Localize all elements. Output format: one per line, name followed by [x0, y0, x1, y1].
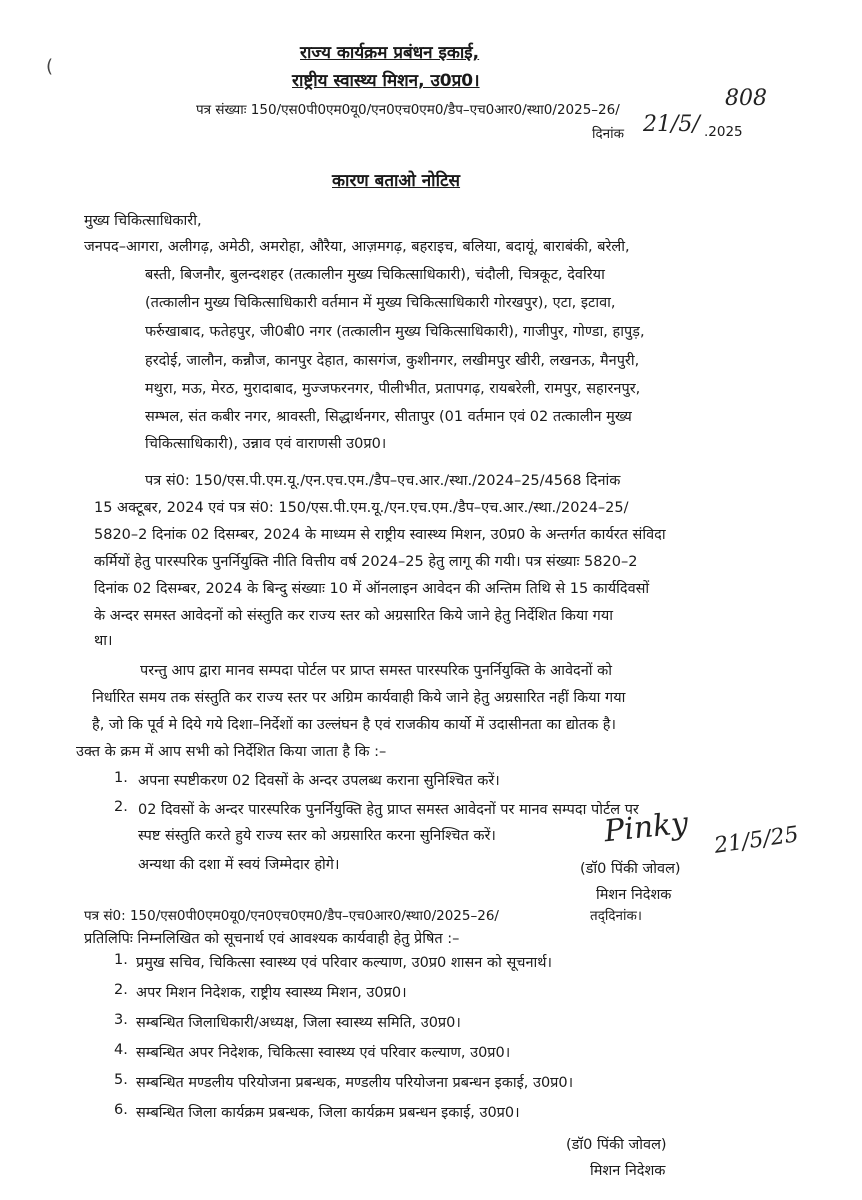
addressee-line: मुख्य चिकित्साधिकारी, [84, 213, 202, 229]
directive-text: 02 दिवसों के अन्दर पारस्परिक पुनर्नियुक्ति हेतु प्राप्त समस्त आवेदनों पर मानव सम्पदा पोर्टल पर [138, 802, 639, 818]
header-line-2: राष्ट्रीय स्वास्थ्य मिशन, उ0प्र0। [292, 71, 480, 91]
copy-list-item: अपर मिशन निदेशक, राष्ट्रीय स्वास्थ्य मिशन, उ0प्र0। [136, 985, 407, 1001]
copy-list-number: 4. [114, 1042, 128, 1058]
addressee-line: चिकित्साधिकारी), उन्नाव एवं वाराणसी उ0प्र0। [145, 436, 387, 452]
copy-list-item: सम्बन्धित अपर निदेशक, चिकित्सा स्वास्थ्य एवं परिवार कल्याण, उ0प्र0। [136, 1045, 511, 1061]
copy-list-item: प्रमुख सचिव, चिकित्सा स्वास्थ्य एवं परिवार कल्याण, उ0प्र0 शासन को सूचनार्थ। [136, 955, 553, 971]
addressee-line: हरदोई, जालौन, कन्नौज, कानपुर देहात, कासगंज, कुशीनगर, लखीमपुर खीरी, लखनऊ, मैनपुरी, [145, 353, 640, 369]
paragraph-1-line: 15 अक्टूबर, 2024 एवं पत्र सं0: 150/एस.पी.एम.यू./एन.एच.एम./डैप–एच.आर./स्था./2024–25/ [94, 500, 629, 516]
paragraph-2-line: है, जो कि पूर्व मे दिये गये दिशा–निर्देशों का उल्लंघन है एवं राजकीय कार्यो में उदासीनता का द्योतक है। [92, 717, 617, 733]
reference-number: पत्र संख्याः 150/एस0पी0एम0यू0/एन0एच0एम0/डैप–एच0आर0/स्था0/2025–26/ [196, 102, 620, 118]
paragraph-2-line: निर्धारित समय तक संस्तुति कर राज्य स्तर पर अग्रिम कार्यवाही किये जाने हेतु अग्रसारित नहीं किया गया [92, 690, 626, 706]
addressee-line: सम्भल, संत कबीर नगर, श्रावस्ती, सिद्धार्थनगर, सीतापुर (01 वर्तमान एवं 02 तत्कालीन मुख्य [145, 409, 632, 425]
paragraph-1-line: कर्मियों हेतु पारस्परिक पुनर्नियुक्ति नीति वित्तीय वर्ष 2024–25 हेतु लागू की गयी। पत्र संख्याः 5820–2 [94, 554, 638, 570]
paragraph-1-line: पत्र सं0: 150/एस.पी.एम.यू./एन.एच.एम./डैप–एच.आर./स्था./2024–25/4568 दिनांक [145, 473, 621, 489]
signature-date: 21/5/25 [712, 822, 801, 859]
copy-reference-number: पत्र सं0: 150/एस0पी0एम0यू0/एन0एच0एम0/डैप–एच0आर0/स्था0/2025–26/ [84, 908, 499, 924]
signatory-name: (डॉ0 पिंकी जोवल) [580, 861, 681, 877]
handwritten-date: 21/5/ [643, 112, 700, 137]
paragraph-1-line: के अन्दर समस्त आवेदनों को संस्तुति कर राज्य स्तर को अग्रसारित किये जाने हेतु निर्देशित किया गया [94, 608, 613, 624]
notice-title: कारण बताओ नोटिस [332, 171, 461, 191]
paragraph-1-line: था। [94, 633, 113, 649]
signature-scribble: Pinky [602, 805, 690, 850]
directive-number: 1. [114, 770, 128, 786]
copy-list-number: 3. [114, 1012, 128, 1028]
copy-list-number: 2. [114, 982, 128, 998]
directive-text: अपना स्पष्टीकरण 02 दिवसों के अन्दर उपलब्ध कराना सुनिश्चित करें। [138, 773, 500, 789]
copy-list-number: 6. [114, 1102, 128, 1118]
warning-text: अन्यथा की दशा में स्वयं जिम्मेदार होगे। [138, 857, 340, 873]
directive-text: स्पष्ट संस्तुति करते हुये राज्य स्तर को अग्रसारित करना सुनिश्चित करें। [138, 828, 496, 844]
paragraph-2-line: परन्तु आप द्वारा मानव सम्पदा पोर्टल पर प्राप्त समस्त पारस्परिक पुनर्नियुक्ति के आवेदनों को [140, 663, 613, 679]
date-prefix: दिनांक [592, 126, 625, 142]
paragraph-1-line: 5820–2 दिनांक 02 दिसम्बर, 2024 के माध्यम से राष्ट्रीय स्वास्थ्य मिशन, उ0प्र0 के अन्तर्गत कार्यरत संविदा [94, 527, 666, 543]
signatory-name-2: (डॉ0 पिंकी जोवल) [566, 1137, 667, 1153]
copy-list-item: सम्बन्धित मण्डलीय परियोजना प्रबन्धक, मण्डलीय परियोजना प्रबन्धन इकाई, उ0प्र0। [136, 1075, 574, 1091]
paragraph-1-line: दिनांक 02 दिसम्बर, 2024 के बिन्दु संख्याः 10 में ऑनलाइन आवेदन की अन्तिम तिथि से 15 कार्यदिवसों [94, 581, 650, 597]
header-line-1: राज्य कार्यक्रम प्रबंधन इकाई, [300, 43, 480, 63]
addressee-line: जनपद–आगरा, अलीगढ़, अमेठी, अमरोहा, औरैया, आज़मगढ़, बहराइच, बलिया, बदायूं, बाराबंकी, बरेली, [84, 239, 630, 255]
directive-intro: उक्त के क्रम में आप सभी को निर्देशित किया जाता है कि :– [76, 744, 387, 760]
copy-list-number: 5. [114, 1072, 128, 1088]
addressee-line: बस्ती, बिजनौर, बुलन्दशहर (तत्कालीन मुख्य चिकित्साधिकारी), चंदौली, चित्रकूट, देवरिया [145, 267, 605, 283]
handwritten-dispatch-number: 808 [725, 86, 767, 111]
signatory-designation: मिशन निदेशक [596, 887, 672, 903]
copy-list-number: 1. [114, 952, 128, 968]
date-year: .2025 [704, 124, 743, 140]
copy-list-item: सम्बन्धित जिलाधिकारी/अध्यक्ष, जिला स्वास्थ्य समिति, उ0प्र0। [136, 1015, 461, 1031]
addressee-line: मथुरा, मऊ, मेरठ, मुरादाबाद, मुज्जफरनगर, पीलीभीत, प्रतापगढ़, रायबरेली, रामपुर, सहारनपुर, [145, 381, 641, 397]
addressee-line: (तत्कालीन मुख्य चिकित्साधिकारी वर्तमान में मुख्य चिकित्साधिकारी गोरखपुर), एटा, इटावा, [145, 295, 616, 311]
copy-reference-suffix: तद्‌दिनांक। [590, 908, 643, 924]
signatory-designation-2: मिशन निदेशक [590, 1163, 666, 1179]
margin-mark-icon: ( [46, 56, 54, 77]
copy-list-item: सम्बन्धित जिला कार्यक्रम प्रबन्धक, जिला कार्यक्रम प्रबन्धन इकाई, उ0प्र0। [136, 1105, 520, 1121]
addressee-line: फर्रुखाबाद, फतेहपुर, जी0बी0 नगर (तत्कालीन मुख्य चिकित्साधिकारी), गाजीपुर, गोण्डा, हापुड़, [145, 324, 645, 340]
copy-intro: प्रतिलिपिः निम्नलिखित को सूचनार्थ एवं आवश्यक कार्यवाही हेतु प्रेषित :– [84, 931, 460, 947]
directive-number: 2. [114, 799, 128, 815]
